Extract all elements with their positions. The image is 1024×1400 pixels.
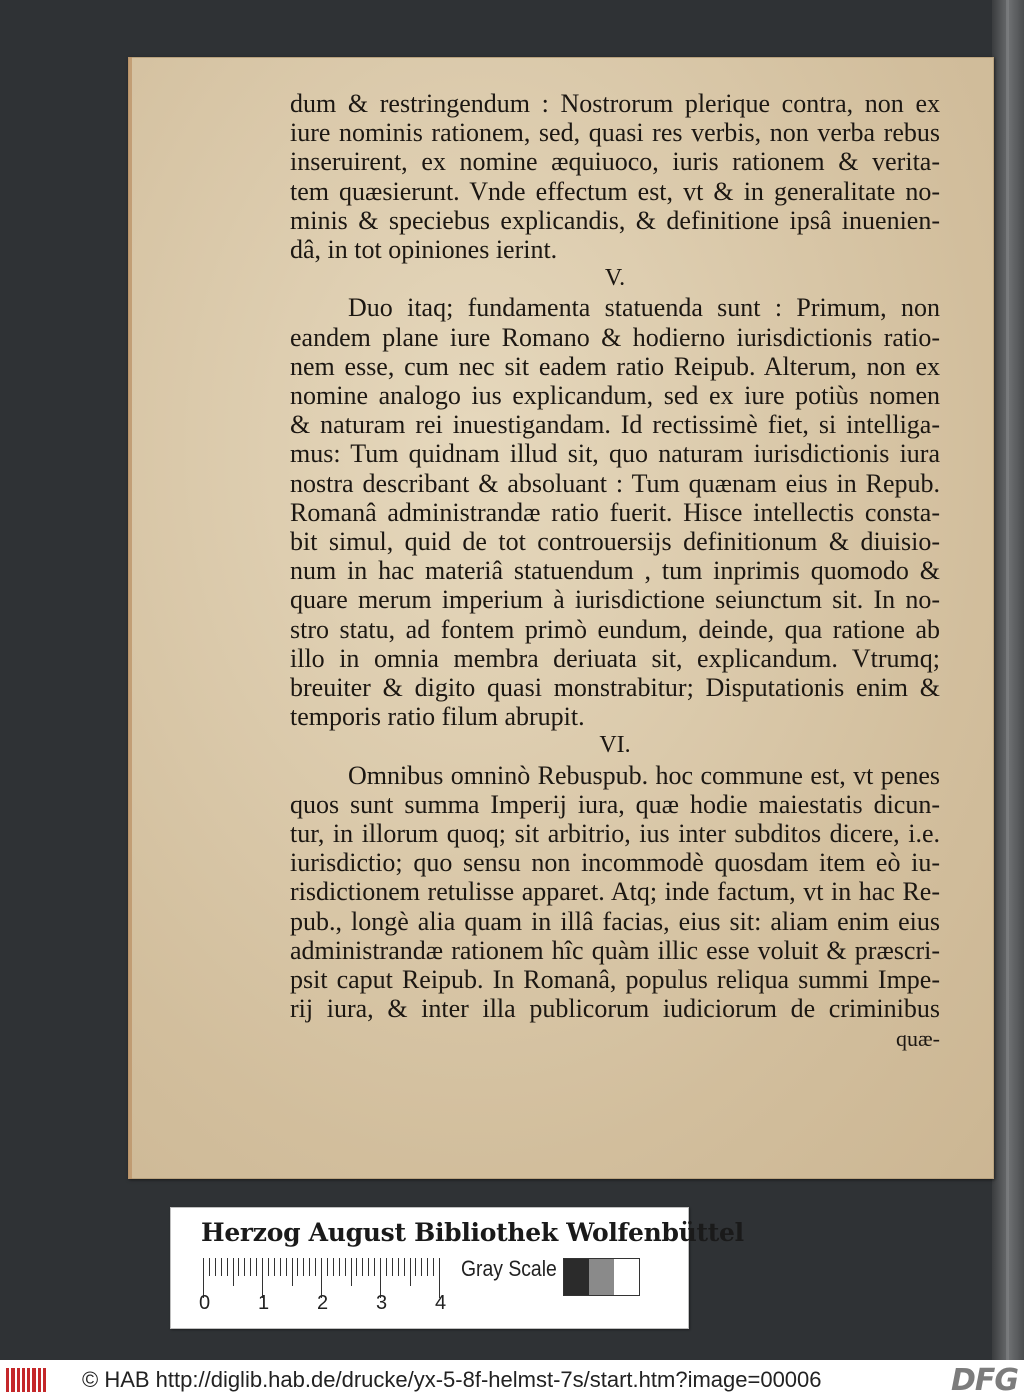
footer-bar [0,1360,1024,1400]
ruler-tick [238,1258,239,1276]
barcode-bar [6,1368,9,1392]
ruler-number: 0 [199,1292,211,1314]
ruler-tick [404,1258,405,1276]
text-line: illo in omnia membra deriuata sit, explicandum. Vtrumq; [290,643,940,673]
text-line: pub., longè alia quam in illâ facias, eius sit: aliam enim eius [290,906,940,936]
barcode-bar [27,1368,30,1392]
text-line: Romanâ administrandæ ratio fuerit. Hisce intellectis consta- [290,497,940,527]
text-line: temporis ratio filum abrupit. [290,702,585,732]
ruler-tick [215,1258,216,1276]
text-line: iurisdictio; quo sensu non incommodè quosdam item eò iu- [290,848,940,878]
text-line: rij iura, & inter illa publicorum iudiciorum de criminibus [290,994,940,1024]
book-page [128,57,994,1179]
text-line: mus: Tum quidnam illud sit, quo naturam iurisdictionis iura [290,439,940,469]
ruler-tick [315,1258,316,1276]
text-line: & naturam rei inuestigandam. Id rectissimè fiet, si intelliga- [290,410,940,440]
copyright-url[interactable]: © HAB http://diglib.hab.de/drucke/yx-5-8f-helmst-7s/start.htm?image=00006 [82,1367,822,1392]
ruler-number: 1 [258,1292,270,1314]
text-line: risdictionem retulisse apparet. Atq; inde factum, vt in hac Re- [290,877,940,907]
ruler-tick [368,1258,369,1276]
ruler-tick [427,1258,428,1276]
text-line: tur, in illorum quoq; sit arbitrio, ius inter subditos dicere, i.e. [290,819,940,849]
ruler-tick [274,1258,275,1276]
gray-swatch [589,1259,614,1295]
text-line: nomine analogo ius explicandum, sed ex iure potiùs nomen [290,381,940,411]
ruler-tick [351,1258,352,1286]
ruler-tick [209,1258,210,1276]
ruler-tick [333,1258,334,1276]
text-line: Duo itaq; fundamenta statuenda sunt : Primum, non [348,293,940,323]
gray-scale-swatches [563,1258,640,1296]
ruler-tick [268,1258,269,1276]
ruler-number: 4 [435,1292,447,1314]
section-heading-v: V. [604,265,626,292]
ruler-tick [398,1258,399,1276]
gray-swatch [614,1259,639,1295]
text-line: dâ, in tot opiniones ierint. [290,235,558,265]
ruler-number: 2 [317,1292,329,1314]
ruler-tick [256,1258,257,1276]
text-line: breuiter & digito quasi monstrabitur; Disputationis enim & [290,673,940,703]
ruler-tick [433,1258,434,1276]
ruler-tick [221,1258,222,1276]
barcode-bar [11,1368,14,1392]
text-line: iure nominis rationem, sed, quasi res verbis, non verba rebus [290,118,940,148]
ruler-tick [345,1258,346,1276]
ruler-tick [244,1258,245,1276]
ruler-tick [233,1258,234,1286]
text-line: Omnibus omninò Rebuspub. hoc commune est, vt penes [348,760,940,790]
barcode-bar [43,1368,46,1392]
text-line: administrandæ rationem hîc quàm illic esse voluit & præscri- [290,935,940,965]
text-line: nem esse, cum nec sit eadem ratio Reipub. Alterum, non ex [290,351,940,381]
ruler-tick [286,1258,287,1276]
ruler-tick [392,1258,393,1276]
ruler-tick [303,1258,304,1276]
barcode-bar [38,1368,41,1392]
ruler-tick [250,1258,251,1276]
dfg-logo: DFG [950,1363,1018,1398]
section-heading-vi: VI. [599,732,631,759]
ruler-tick [292,1258,293,1286]
ruler-tick [374,1258,375,1276]
text-line: minis & speciebus explicandis, & definitione ipsâ inuenien- [290,205,940,235]
ruler-tick [309,1258,310,1276]
text-line: stro statu, ad fontem primò eundum, deinde, qua ratione ab [290,614,940,644]
gray-swatch [564,1259,589,1295]
ruler-number: 3 [376,1292,388,1314]
library-name: Herzog August Bibliothek Wolfenbüttel [201,1218,744,1247]
barcode-bar [32,1368,35,1392]
ruler-tick [339,1258,340,1276]
ruler-tick [421,1258,422,1276]
ruler-tick [356,1258,357,1276]
text-line: inseruirent, ex nomine æquiuoco, iuris rationem & verita- [290,147,940,177]
text-line: tem quæsierunt. Vnde effectum est, vt & in generalitate no- [290,176,940,206]
ruler-tick [410,1258,411,1286]
ruler-tick [386,1258,387,1276]
text-line: bit simul, quid de tot controuersijs definitionum & diuisio- [290,527,940,557]
text-line: quos sunt summa Imperij iura, quæ hodie maiestatis dicun- [290,789,940,819]
book-spine [992,0,1024,1360]
text-line: quare merum imperium à iurisdictione seiunctum sit. In no- [290,585,940,615]
catchword: quæ- [896,1025,940,1051]
ruler-tick [327,1258,328,1276]
text-line: num in hac materiâ statuendum , tum inprimis quomodo & [290,556,940,586]
ruler-tick [227,1258,228,1276]
library-label-card [170,1207,744,1329]
barcode-bar [22,1368,25,1392]
ruler-tick [415,1258,416,1276]
hab-barcode-icon [6,1368,46,1392]
ruler-tick [297,1258,298,1276]
text-line: nostra describant & absoluant : Tum quænam eius in Repub. [290,468,940,498]
spine-ridge [1006,0,1009,1360]
barcode-bar [17,1368,20,1392]
text-line: eandem plane iure Romano & hodierno iurisdictionis ratio- [290,322,940,352]
page-text [290,89,940,1053]
gray-scale-label: Gray Scale [461,1256,557,1281]
text-line: dum & restringendum : Nostrorum plerique contra, non ex [290,89,940,118]
text-line: psit caput Reipub. In Romanâ, populus reliqua summi Impe- [290,965,940,995]
ruler-tick [280,1258,281,1276]
ruler-tick [362,1258,363,1276]
